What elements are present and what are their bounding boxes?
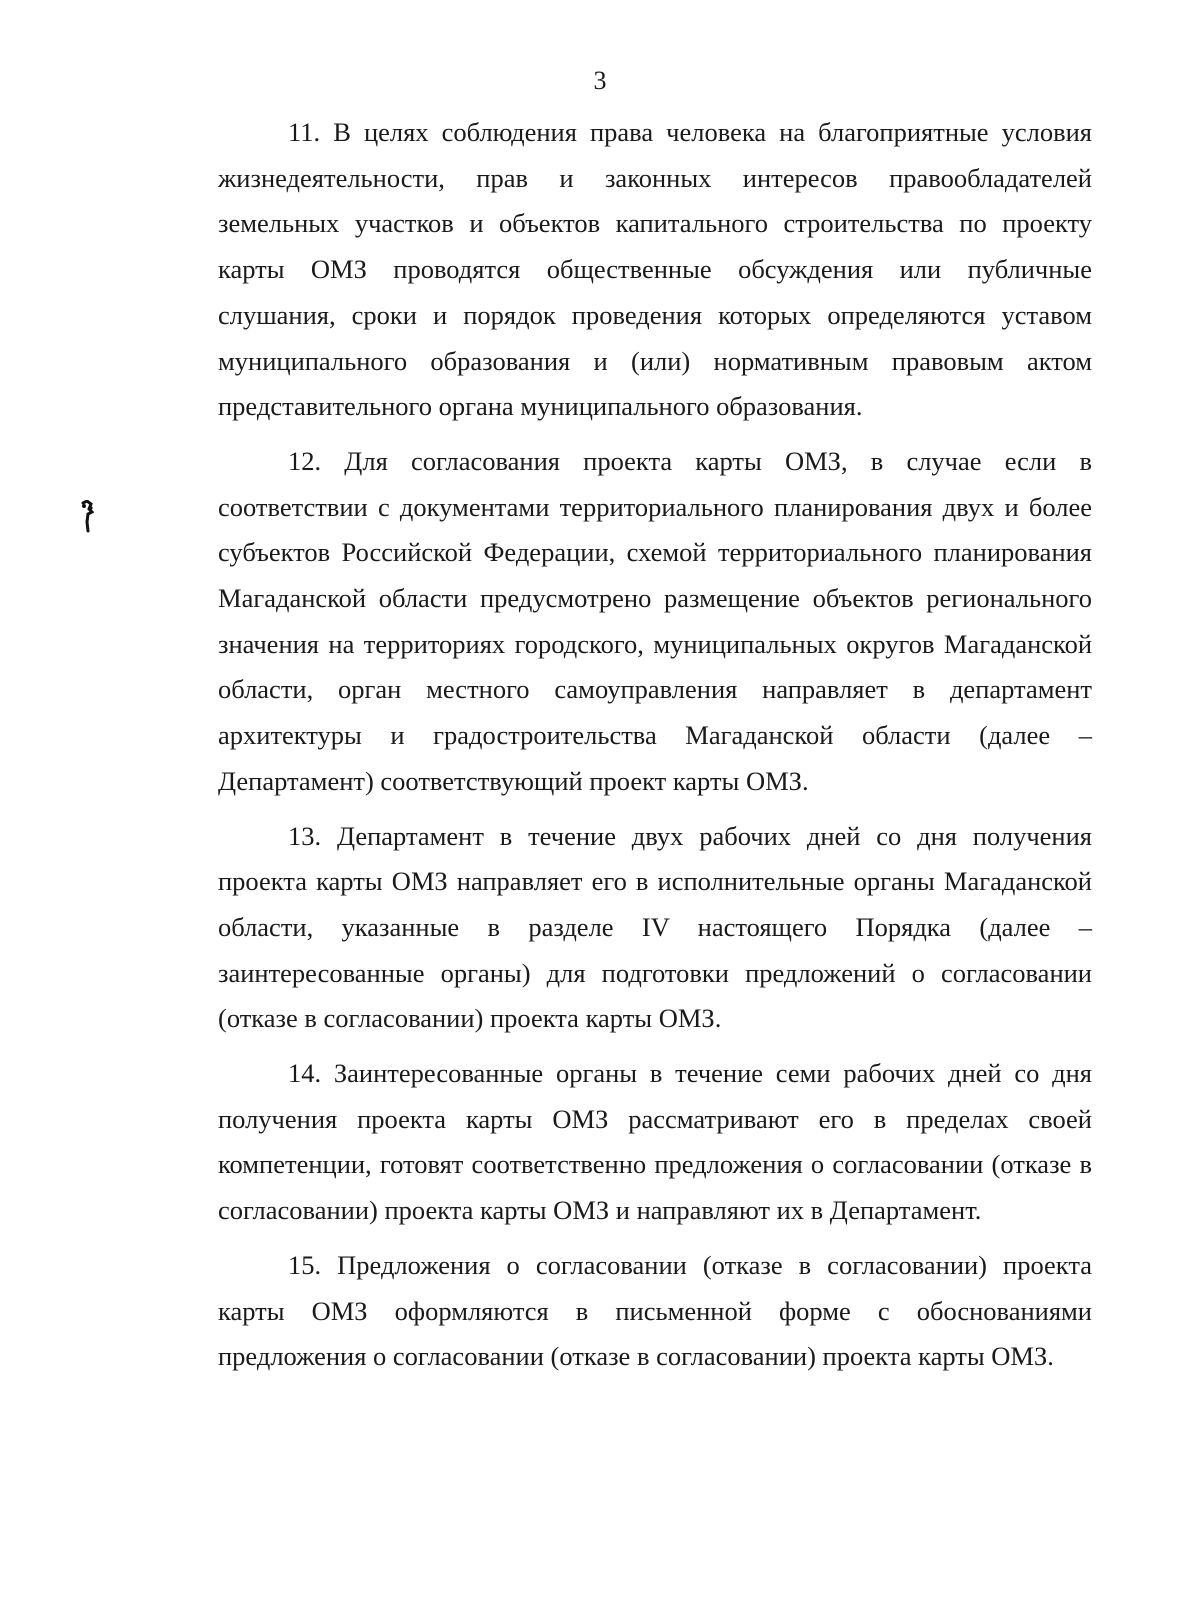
scan-margin-mark (80, 500, 94, 534)
paragraph-11: 11. В целях соблюдения права человека на благоприятные условия жизнедеятельности, прав и законных интересов правообладателей земельных участков и объектов капитального строительства по проекту карты ОМЗ проводятся общественные обсуждения или публичные слушания, сроки и порядок проведения которых определяются уставом муниципального образования и (или) нормативным правовым актом представительного органа муниципального образования. (218, 117, 1092, 422)
paragraph-13: 13. Департамент в течение двух рабочих дней со дня получения проекта карты ОМЗ направляет его в исполнительные органы Магаданской области, указанные в разделе IV настоящего Порядка (далее – заинтересованные органы) для подготовки предложений о согласовании (отказе в согласовании) проекта карты ОМЗ. (218, 820, 1092, 1034)
page-number: 3 (593, 66, 607, 95)
paragraph-12: 12. Для согласования проекта карты ОМЗ, в случае если в соответствии с документами территориального планирования двух и более субъектов Российской Федерации, схемой территориального планирования Магаданской области предусмотрено размещение объектов регионального значения на территориях городского, муниципальных округов Магаданской области, орган местного самоуправления направляет в департамент архитектуры и градостроительства Магаданской области (далее – Департамент) соответствующий проект карты ОМЗ. (218, 445, 1092, 796)
document-body (218, 110, 1092, 1389)
paragraph-14: 14. Заинтересованные органы в течение семи рабочих дней со дня получения проекта карты ОМЗ рассматривают его в пределах своей компетенции, готовят соответственно предложения о согласовании (отказе в согласовании) проекта карты ОМЗ и направляют их в Департамент. (218, 1058, 1092, 1226)
paragraph-15: 15. Предложения о согласовании (отказе в согласовании) проекта карты ОМЗ оформляются в письменной форме с обоснованиями предложения о согласовании (отказе в согласовании) проекта карты ОМЗ. (218, 1249, 1092, 1372)
